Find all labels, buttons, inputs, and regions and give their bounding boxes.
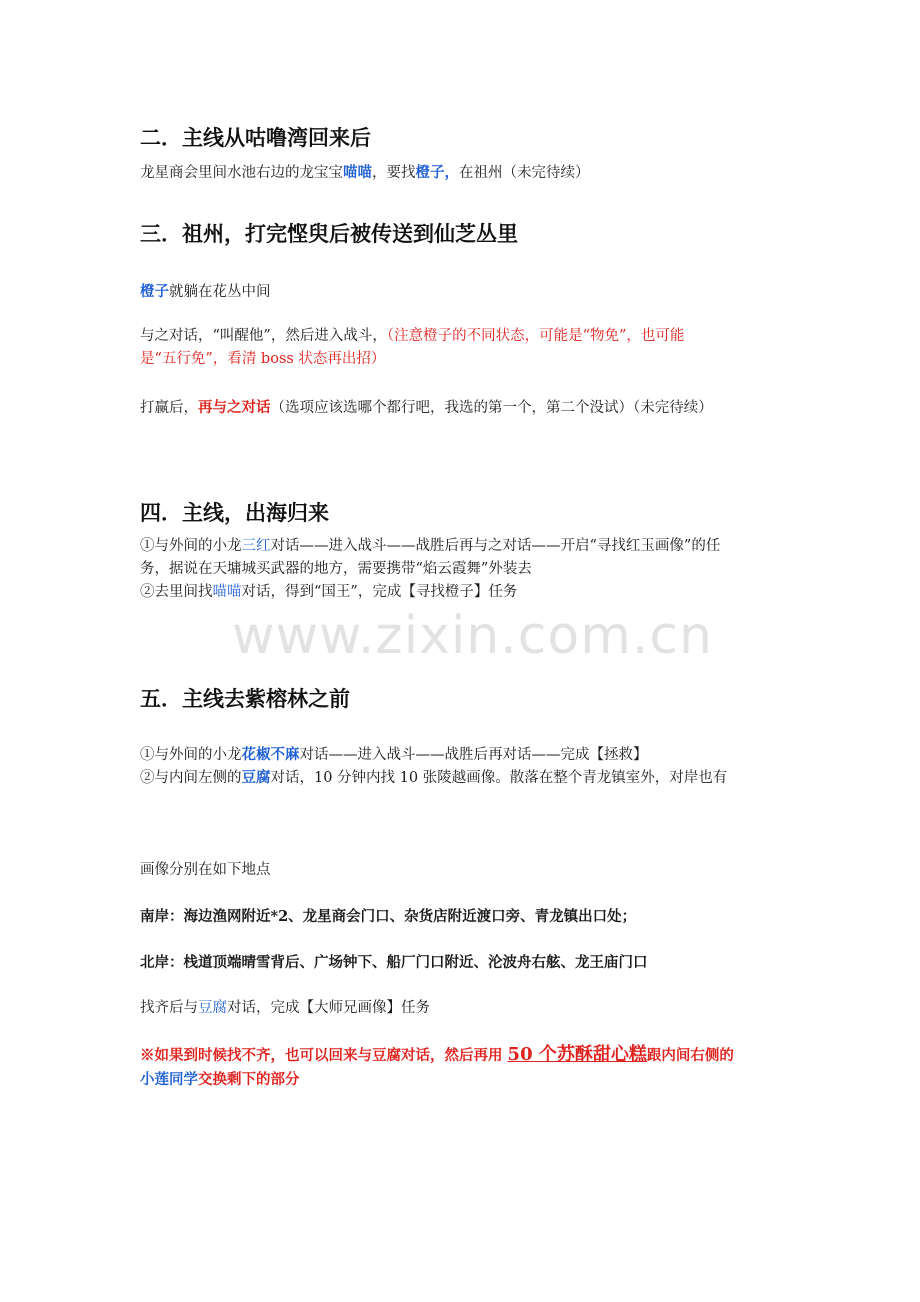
section-4-line-1 [140,535,720,558]
section-3-paragraph-2 [140,325,684,348]
section-2-paragraph [140,161,590,185]
section-3-paragraph-1 [140,280,271,304]
npc-name-chengzi: 橙子 [140,283,169,300]
npc-name-sanhong: 三红 [241,538,271,554]
text: ②与内间左侧的 [140,770,242,786]
text: 对话，完成【大师兄画像】任务 [227,1000,430,1016]
text: ①与外间的小龙 [140,747,242,763]
text: 找齐后与 [140,1000,198,1016]
south-shore-locations: 南岸：海边渔网附近*2、龙星商会门口、杂货店附近渡口旁、青龙镇出口处； [140,908,637,925]
text: 对话——进入战斗——战胜后再对话——完成【拯救】 [299,747,648,763]
watermark: www.zixin.com.cn [232,606,713,666]
north-shore-locations: 北岸：栈道顶端晴雪背后、广场钟下、船厂门口附近、沦波舟右舷、龙王庙门口 [140,954,648,971]
text: 跟内间右侧的 [646,1047,734,1064]
text: ※如果到时候找不齐，也可以回来与豆腐对话，然后再用 [140,1047,508,1064]
section-3-paragraph-3 [140,396,713,420]
npc-name-chengzi: 橙子， [415,164,459,181]
text: 对话，10 分钟内找 10 张陵越画像。散落在整个青龙镇室外，对岸也有 [270,770,728,786]
npc-name-doufu: 豆腐 [241,769,271,786]
section-3-paragraph-2-cont: 是“五行免”，看清 boss 状态再出招） [140,351,386,367]
section-3-heading: 三．祖州，打完悭臾后被传送到仙芝丛里 [140,222,518,246]
section-5-line-1 [140,743,648,767]
section-4-line-2: 务，据说在天墉城买武器的地方，需要携带“焰云霞舞”外装去 [140,561,532,577]
section-4-heading: 四．主线，出海归来 [140,501,329,525]
section-2-heading: 二．主线从咕噜湾回来后 [140,126,371,150]
completion-paragraph [140,997,430,1020]
text: （选项应该选哪个都行吧，我选的第一个，第二个没试）（未完待续） [270,400,713,416]
warning-text: （注意橙子的不同状态，可能是“物免”，也可能 [386,328,685,344]
text: 龙星商会里间水池右边的龙宝宝 [140,165,343,181]
locations-intro: 画像分别在如下地点 [140,862,271,878]
text: 就躺在花丛中间 [169,284,271,300]
npc-name-miaomiao: 喵喵 [343,164,372,181]
note-line-1 [140,1043,734,1067]
npc-name-miaomiao: 喵喵 [212,584,242,600]
text: ，要找 [372,165,416,181]
text: 对话——进入战斗——战胜后再与之对话——开启“寻找红玉画像”的任 [270,538,721,554]
text: 打赢后， [140,400,198,416]
text: ①与外间的小龙 [140,538,242,554]
section-5-heading: 五．主线去紫榕林之前 [140,687,350,711]
npc-name-huajiaobuma: 花椒不麻 [241,746,300,763]
highlight-text: 再与之对话 [198,399,271,416]
section-5-line-2 [140,766,727,790]
text: 与之对话，“叫醒他”，然后进入战斗， [140,328,387,344]
item-highlight: 50 个苏酥甜心糕 [507,1044,647,1065]
text: 交换剩下的部分 [198,1071,300,1088]
note-line-2 [140,1068,300,1091]
text: 对话，得到“国王”，完成【寻找橙子】任务 [241,584,518,600]
text: ②去里间找 [140,584,213,600]
text: 在祖州（未完待续） [459,165,590,181]
section-4-line-3 [140,581,517,604]
npc-name-doufu: 豆腐 [198,1000,227,1016]
npc-name-xiaolian: 小莲同学 [140,1071,198,1088]
